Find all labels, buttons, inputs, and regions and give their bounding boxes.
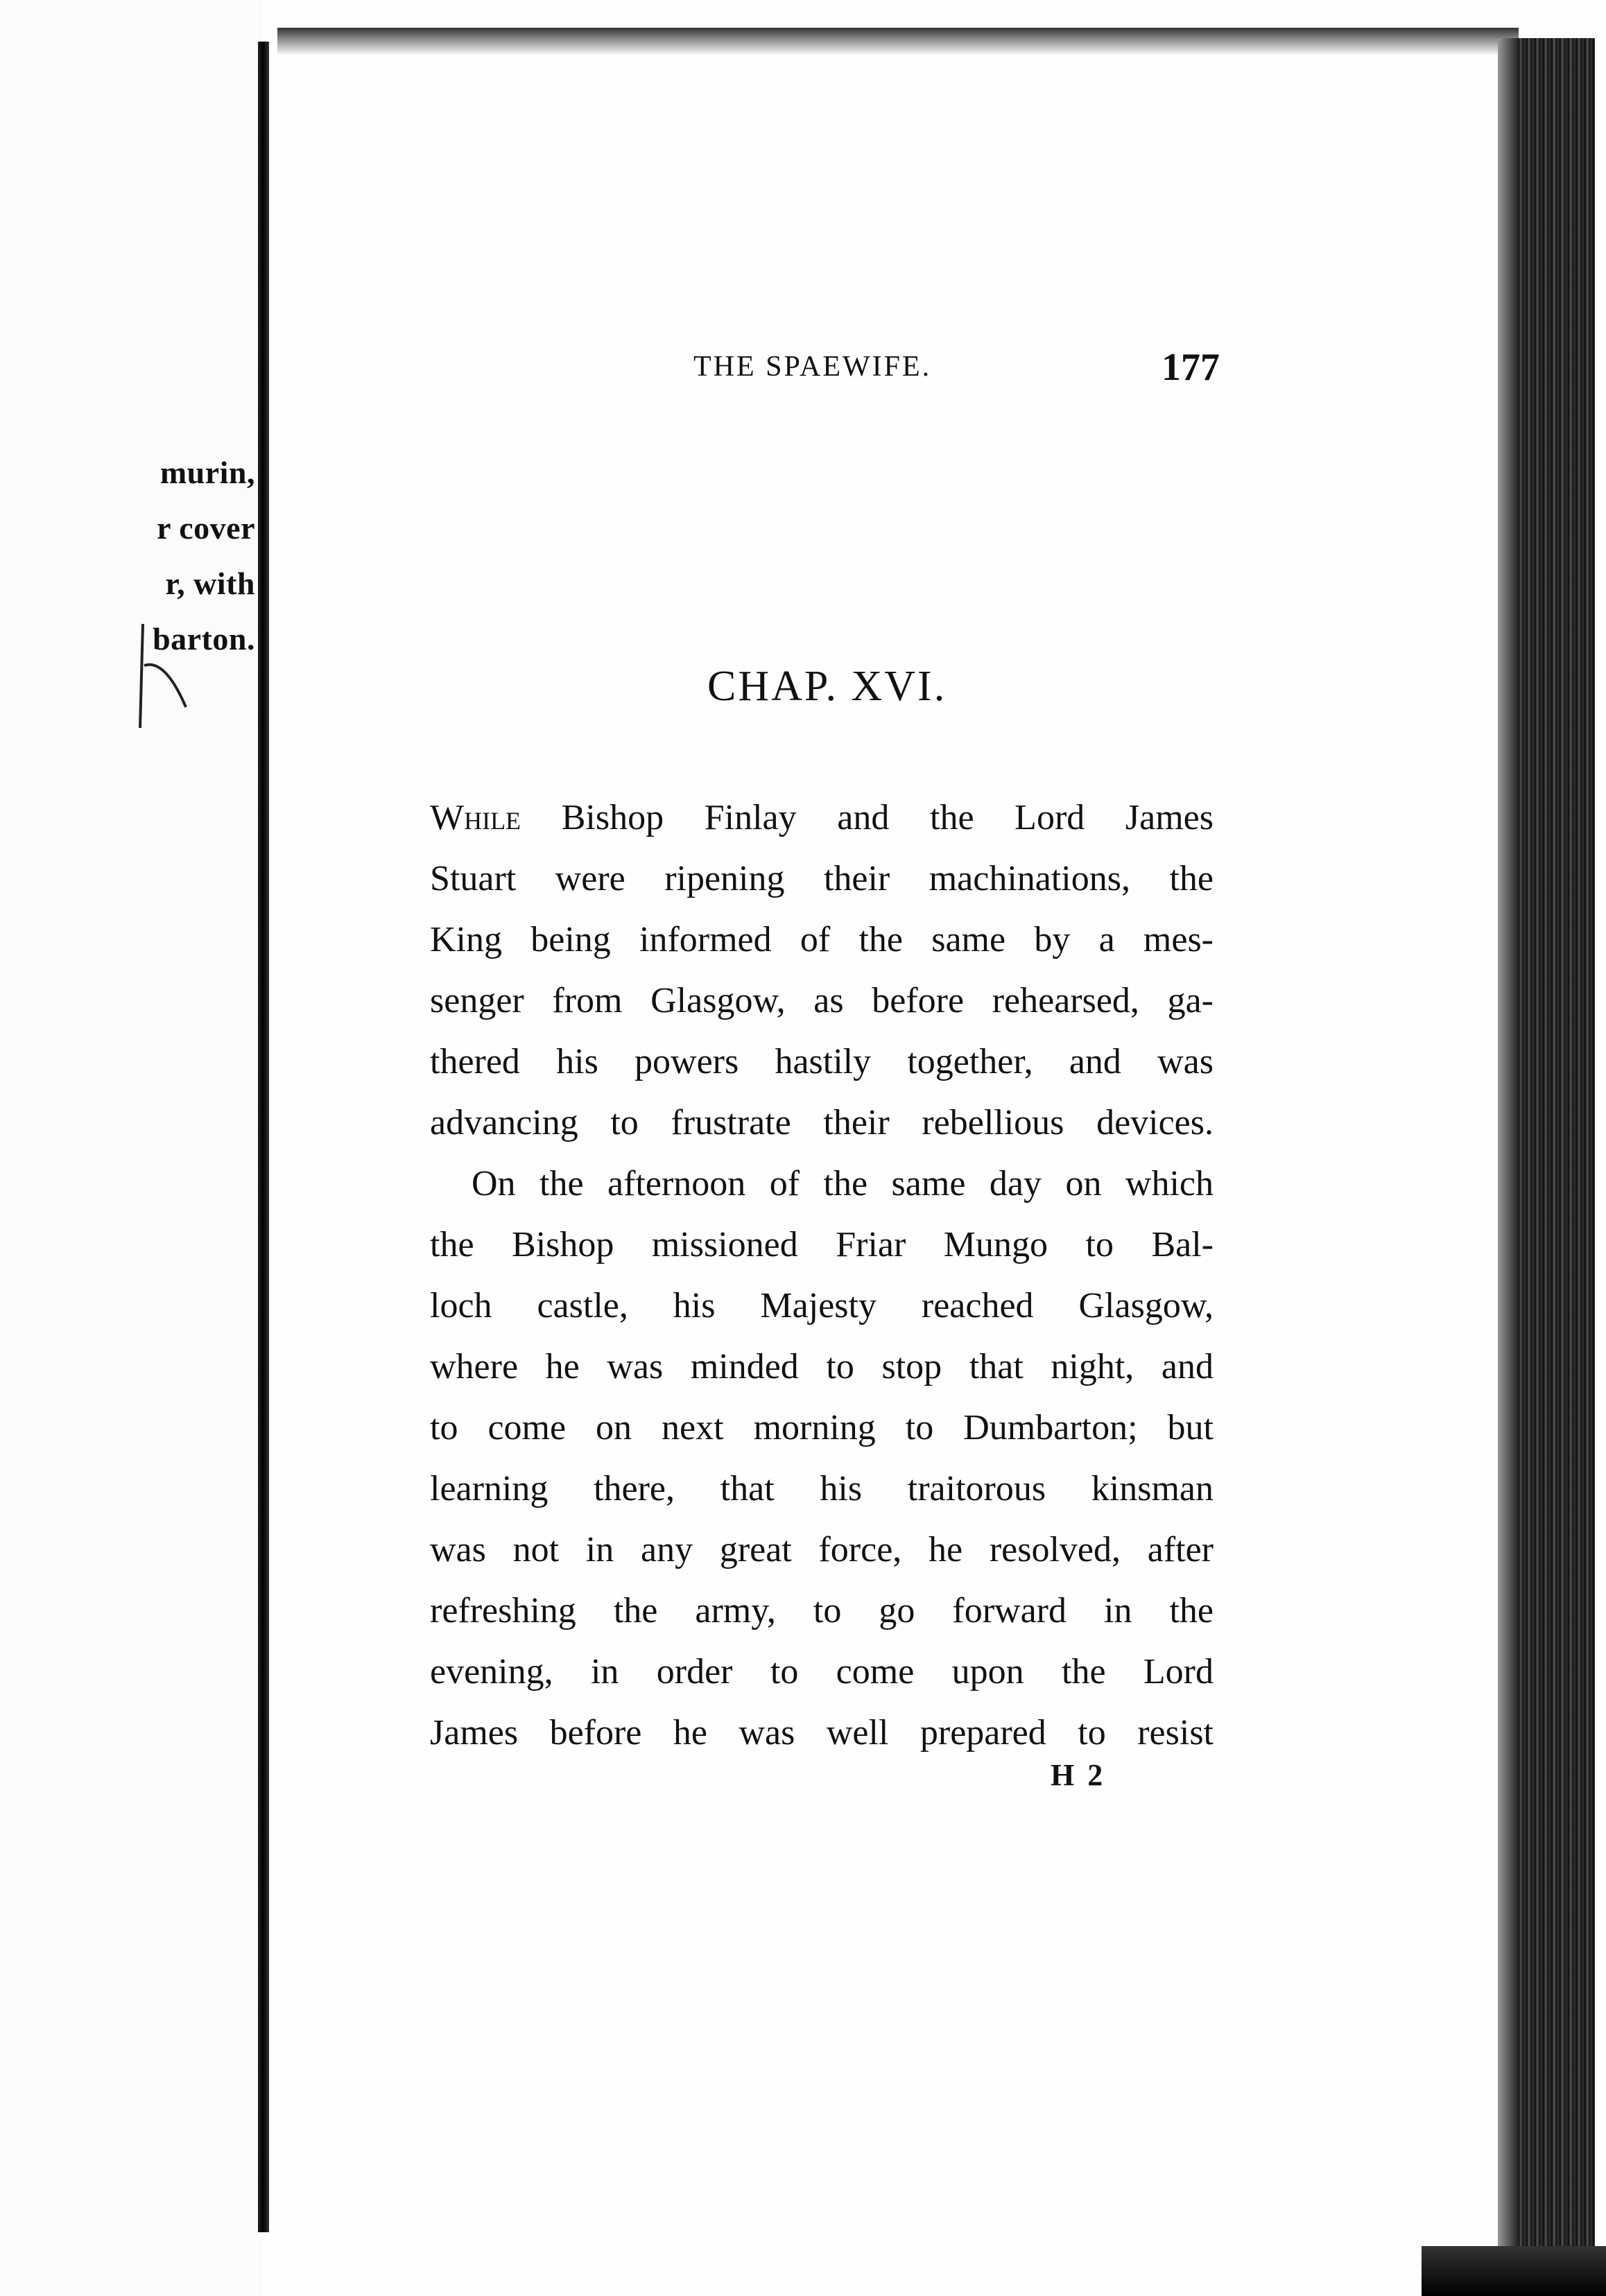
body-line: loch castle, his Majesty reached Glasgow, xyxy=(430,1286,1214,1325)
opening-word: While xyxy=(430,798,521,837)
left-page-fragment: barton. xyxy=(153,621,255,656)
body-line: Stuart were ripening their machinations, the xyxy=(430,859,1214,898)
body-line: On the afternoon of the same day on which xyxy=(472,1164,1214,1203)
body-line: advancing to frustrate their rebellious devices. xyxy=(430,1103,1214,1142)
signature-mark: H 2 xyxy=(1051,1758,1106,1792)
body-line: the Bishop missioned Friar Mungo to Bal- xyxy=(430,1225,1214,1264)
running-title: THE SPAEWIFE. xyxy=(693,351,932,383)
left-page-fragment: r cover xyxy=(157,510,255,546)
page-number: 177 xyxy=(1162,346,1220,389)
body-line: James before he was well prepared to resist xyxy=(430,1713,1214,1753)
book-gutter xyxy=(258,42,269,2232)
body-line: to come on next morning to Dumbarton; but xyxy=(430,1408,1214,1447)
body-line: was not in any great force, he resolved, after xyxy=(430,1530,1214,1569)
left-facing-page xyxy=(0,0,262,2296)
body-line: where he was minded to stop that night, and xyxy=(430,1347,1214,1386)
body-line: learning there, that his traitorous kinsman xyxy=(430,1469,1214,1508)
body-line-text: Bishop Finlay and the Lord James xyxy=(521,798,1214,837)
body-line: King being informed of the same by a mes- xyxy=(430,920,1214,959)
left-page-fragment: murin, xyxy=(159,455,255,490)
top-shadow xyxy=(277,28,1519,55)
body-line: evening, in order to come upon the Lord xyxy=(430,1652,1214,1691)
chapter-heading: CHAP. XVI. xyxy=(707,663,947,710)
body-line xyxy=(430,797,1214,839)
pen-mark xyxy=(130,617,193,735)
body-line: refreshing the army, to go forward in the xyxy=(430,1591,1214,1630)
body-line: senger from Glasgow, as before rehearsed, ga- xyxy=(430,981,1214,1020)
left-page-fragment: r, with xyxy=(165,566,255,601)
bottom-edge-shadow xyxy=(1422,2246,1606,2296)
page-edge-shadow xyxy=(1498,38,1519,2277)
body-line: thered his powers hastily together, and was xyxy=(430,1042,1214,1081)
